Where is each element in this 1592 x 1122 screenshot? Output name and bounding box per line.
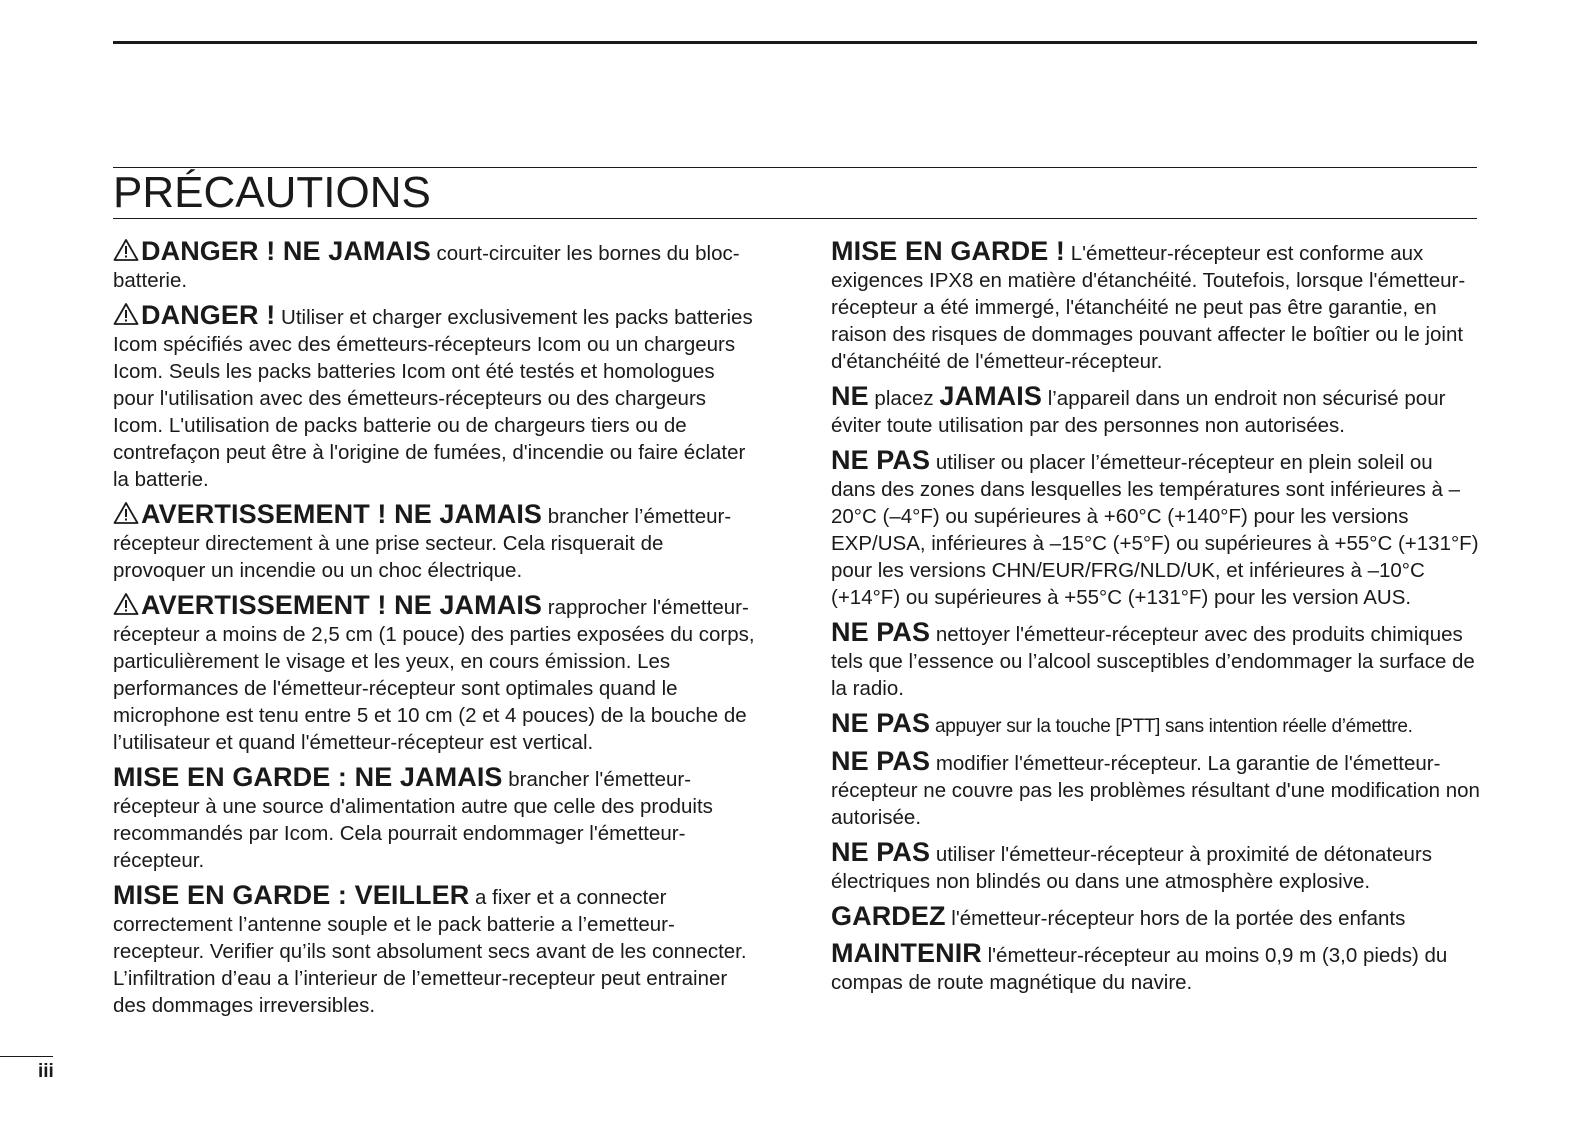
precaution-keyword: MISE EN GARDE !	[831, 236, 1066, 266]
precaution-keyword: NE PAS	[831, 746, 931, 776]
precaution-item	[113, 592, 758, 756]
precaution-text: l’appareil dans un endroit non sécurisé pour éviter toute utilisation par des personnes non autorisées.	[831, 387, 1446, 437]
precaution-item	[831, 903, 1481, 932]
precaution-text: Utiliser et charger exclusivement les packs batteries Icom spécifiés avec des émetteurs-récepteurs Icom ou un chargeurs Icom. Seuls les packs batteries Icom ont été testés et homologues pour l'utilisation avec des émetteurs-récepteurs ou des chargeurs Icom. L'utilisation de packs batterie ou de chargeurs tiers ou de contrefaçon peut être à l'origine de fumées, d'incendie ou faire éclater la batterie.	[113, 306, 753, 491]
precaution-item	[831, 238, 1481, 375]
precaution-keyword: MISE EN GARDE : NE JAMAIS	[113, 762, 503, 792]
precaution-text: brancher l'émetteur-récepteur à une source d'alimentation autre que celle des produits recommandés par Icom. Cela pourrait endommager l'émetteur-récepteur.	[113, 768, 713, 872]
precaution-text: l'émetteur-récepteur au moins 0,9 m (3,0 pieds) du compas de route magnétique du navire.	[831, 944, 1448, 994]
precaution-text: nettoyer l'émetteur-récepteur avec des produits chimiques tels que l’essence ou l’alcool susceptibles d’endommager la surface de la radio.	[831, 623, 1475, 700]
precaution-keyword: DANGER !	[141, 300, 276, 330]
warning-triangle-icon	[113, 238, 139, 262]
precaution-item	[831, 710, 1481, 740]
precaution-item	[113, 238, 758, 294]
precaution-item	[831, 940, 1481, 996]
precaution-item	[113, 501, 758, 584]
precaution-keyword: NE PAS	[831, 708, 931, 738]
precaution-keyword: JAMAIS	[939, 381, 1042, 411]
precaution-item	[831, 383, 1481, 439]
precaution-keyword: NE PAS	[831, 617, 931, 647]
warning-triangle-icon	[113, 302, 139, 326]
precaution-keyword: NE	[831, 381, 869, 411]
title-rule-bottom	[113, 218, 1477, 219]
precaution-text: placez	[868, 387, 940, 410]
precaution-keyword: AVERTISSEMENT ! NE JAMAIS	[141, 590, 543, 620]
precaution-item	[831, 619, 1481, 702]
precaution-keyword: MAINTENIR	[831, 938, 982, 968]
warning-triangle-icon	[113, 501, 139, 525]
precaution-keyword: AVERTISSEMENT ! NE JAMAIS	[141, 499, 543, 529]
precaution-keyword: DANGER ! NE JAMAIS	[141, 236, 431, 266]
right-column	[831, 238, 1481, 1004]
precaution-item	[831, 748, 1481, 831]
precaution-text: rapprocher l'émetteur-récepteur a moins de 2,5 cm (1 pouce) des parties exposées du corps, particulièrement le visage et les yeux, en cours émission. Les performances de l'émetteur-récepteur sont optimales quand le microphone est tenu entre 5 et 10 cm (2 et 4 pouces) de la bouche de l’utilisateur et quand l'émetteur-récepteur est vertical.	[113, 596, 755, 754]
precaution-text: L'émetteur-récepteur est conforme aux exigences IPX8 en matière d'étanchéité. Toutefois, lorsque l'émetteur-récepteur a été immergé, l'étanchéité ne peut pas être garantie, en raison des risques de dommages pouvant affecter le boîtier ou le joint d'étanchéité de l'émetteur-récepteur.	[831, 242, 1466, 373]
precaution-keyword: MISE EN GARDE : VEILLER	[113, 880, 470, 910]
precaution-text: appuyer sur la touche [PTT] sans intention réelle d’émettre.	[930, 716, 1413, 737]
precaution-text: l'émetteur-récepteur hors de la portée des enfants	[945, 907, 1406, 930]
precaution-text: utiliser l'émetteur-récepteur à proximité de détonateurs électriques non blindés ou dans une atmosphère explosive.	[831, 843, 1432, 893]
precaution-item	[831, 839, 1481, 895]
page-number-rule	[0, 1056, 53, 1057]
left-column	[113, 238, 758, 1027]
precaution-keyword: NE PAS	[831, 445, 931, 475]
precaution-text: brancher l’émetteur-récepteur directement à une prise secteur. Cela risquerait de provoquer un incendie ou un choc électrique.	[113, 505, 732, 582]
warning-triangle-icon	[113, 592, 139, 616]
precaution-keyword: NE PAS	[831, 837, 931, 867]
precaution-text: a fixer et a connecter correctement l’antenne souple et le pack batterie a l’emetteur-recepteur. Verifier qu’ils sont absolument secs avant de les connecter. L’infiltration d’eau a l’interieur de l’emetteur-recepteur peut entrainer des dommages irreversibles.	[113, 886, 747, 1017]
precaution-item	[113, 882, 758, 1019]
precaution-text: court-circuiter les bornes du bloc-batterie.	[113, 242, 740, 292]
precaution-item	[113, 764, 758, 874]
precaution-text: utiliser ou placer l’émetteur-récepteur en plein soleil ou dans des zones dans lesquelles les températures sont inférieures à –20°C (–4°F) ou supérieures à +60°C (+140°F) pour les versions EXP/USA, inférieures à –15°C (+5°F) ou supérieures à +55°C (+131°F) pour les versions CHN/EUR/FRG/NLD/UK, et inférieures à –10°C (+14°F) ou supérieures à +55°C (+131°F) pour les version AUS.	[831, 451, 1479, 609]
precaution-item	[831, 447, 1481, 611]
precaution-keyword: GARDEZ	[831, 901, 946, 931]
page-number: iii	[38, 1061, 54, 1082]
header-rule	[113, 41, 1477, 44]
precaution-text: modifier l'émetteur-récepteur. La garantie de l'émetteur-récepteur ne couvre pas les problèmes résultant d'une modification non autorisée.	[831, 752, 1480, 829]
precaution-item	[113, 302, 758, 493]
page-title: PRÉCAUTIONS	[113, 168, 431, 217]
